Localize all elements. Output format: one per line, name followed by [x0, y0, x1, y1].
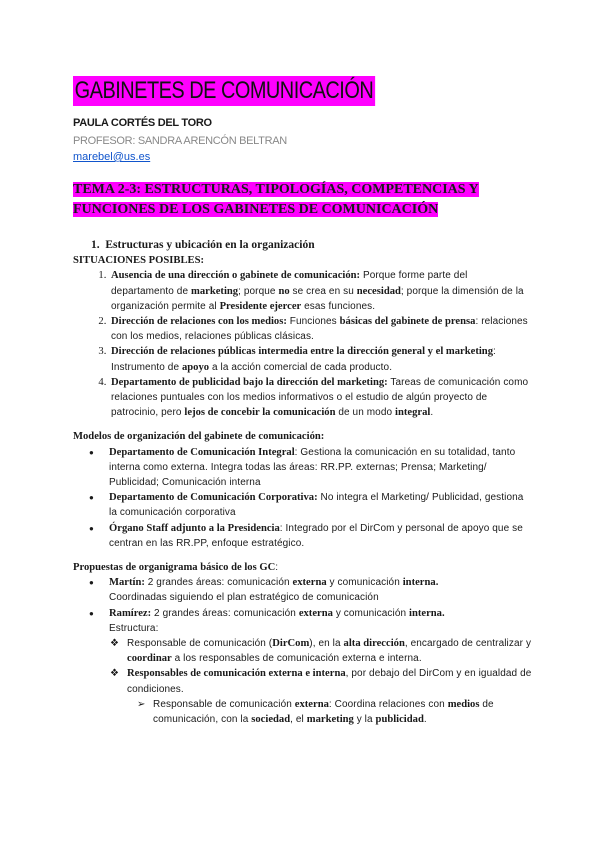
models-heading: Modelos de organización del gabinete de comunicación: [73, 431, 325, 443]
section-heading: 1. Estructuras y ubicación en la organización [91, 239, 315, 251]
list-item: ➢ Responsable de comunicación externa: Coordina relaciones con medios de comunicación, con la sociedad, el marketing y la publicidad. [153, 697, 533, 727]
list-item: 3. Dirección de relaciones públicas intermedia entre la dirección general y el marketing: Instrumento de apoyo a la acción comercial de cada producto. [109, 344, 533, 374]
list-item: 2. Dirección de relaciones con los medios: Funciones básicas del gabinete de prensa: relaciones con los medios, relaciones públicas clásicas. [109, 314, 533, 344]
list-item: ● Departamento de Comunicación Integral: Gestiona la comunicación en su totalidad, tanto interna como externa. Integra todas las áreas: RR.PP. externas; Prensa; Marketing/ Publicidad; Comunicación interna [109, 445, 533, 491]
list-item: ❖ Responsables de comunicación externa e interna, por debajo del DirCom y en igualdad de condiciones. [127, 666, 533, 696]
list-item: ● Departamento de Comunicación Corporativa: No integra el Marketing/ Publicidad, gestiona la comunicación corporativa [109, 490, 533, 520]
topic-heading [73, 180, 543, 220]
situations-list [73, 268, 533, 420]
structure-sublist [73, 636, 533, 727]
situations-label: SITUACIONES POSIBLES: [73, 255, 204, 267]
list-item: ❖ Responsable de comunicación (DirCom), en la alta dirección, encargado de centralizar y coordinar a los responsables de comunicación externa e interna. [127, 636, 533, 666]
proposals-heading: Propuestas de organigrama básico de los GC: [73, 562, 279, 574]
proposals-list [73, 575, 533, 636]
list-item: ● Órgano Staff adjunto a la Presidencia: Integrado por el DirCom y personal de apoyo que se centran en las RR.PP, enfoque estratégico. [109, 521, 533, 551]
author-name: PAULA CORTÉS DEL TORO [73, 117, 212, 129]
models-list [73, 445, 533, 551]
document-body [73, 238, 533, 727]
list-item: 4. Departamento de publicidad bajo la dirección del marketing: Tareas de comunicación como relaciones puntuales con los medios informativos o el estudio de algún proyecto de patrocinio, pero lejos de concebir la comunicación de un modo integral. [109, 375, 533, 421]
list-item: ● Martín: 2 grandes áreas: comunicación externa y comunicación interna. Coordinadas siguiendo el plan estratégico de comunicación [109, 575, 533, 605]
list-item: ● Ramírez: 2 grandes áreas: comunicación externa y comunicación interna. Estructura: [109, 606, 533, 636]
professor-name: PROFESOR: SANDRA ARENCÓN BELTRAN [73, 135, 287, 147]
email-link[interactable]: marebel@us.es [73, 151, 151, 163]
document-title: GABINETES DE COMUNICACIÓN [74, 77, 374, 104]
topic-line-1: TEMA 2-3: ESTRUCTURAS, TIPOLOGÍAS, COMPETENCIAS Y [73, 182, 479, 197]
external-sublist [127, 697, 533, 727]
list-item: 1. Ausencia de una dirección o gabinete de comunicación: Porque forme parte del departamento de marketing; porque no se crea en su necesidad; porque la dimensión de la organización permite al Presidente ejercer esas funciones. [109, 268, 533, 314]
topic-line-2: FUNCIONES DE LOS GABINETES DE COMUNICACIÓN [73, 202, 439, 217]
